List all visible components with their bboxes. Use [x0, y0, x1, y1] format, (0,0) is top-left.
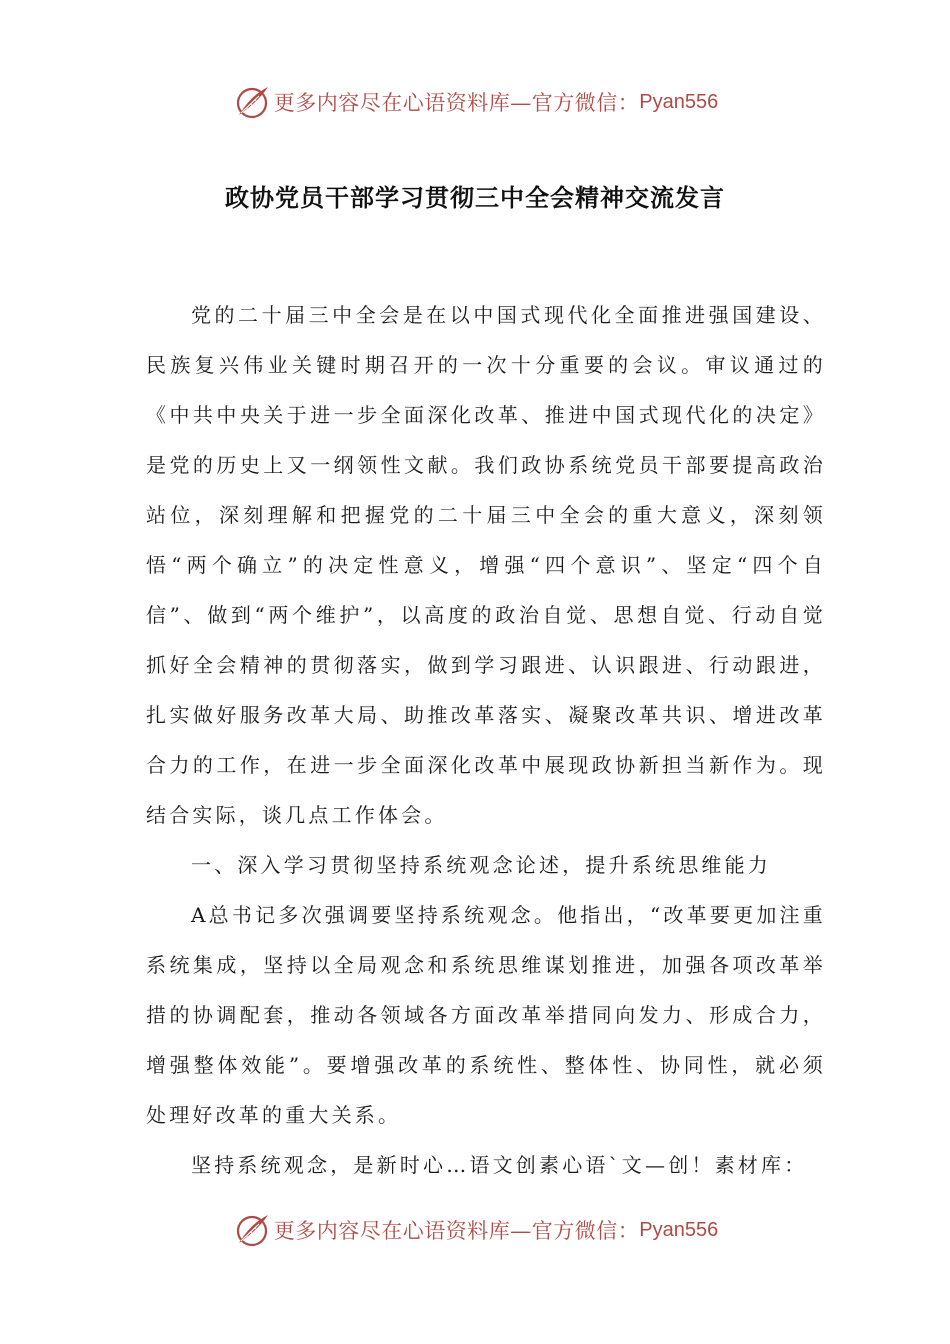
watermark-banner-bottom — [0, 1208, 950, 1252]
watermark-banner-top — [0, 80, 950, 124]
watermark-handle: Pyan556 — [639, 1218, 719, 1241]
document-body — [146, 290, 826, 1190]
document-title: 政协党员干部学习贯彻三中全会精神交流发言 — [225, 183, 725, 212]
paragraph-section-1: A总书记多次强调要坚持系统观念。他指出，“改革要更加注重系统集成，坚持以全局观念和系统思维谋划推进，加强各项改革举措的协调配套，推动各领域各方面改革举措同向发力、形成合力，增强整体效能”。要增强改革的系统性、整体性、协同性，就必须处理好改革的重大关系。 — [146, 903, 826, 1127]
section-heading-1: 一、深入学习贯彻坚持系统观念论述，提升系统思维能力 — [191, 853, 771, 877]
feather-pen-logo-icon — [232, 1210, 272, 1250]
watermark-text: 更多内容尽在心语资料库—官方微信： — [273, 1219, 640, 1243]
paragraph-system-view: 坚持系统观念，是新时心…语文创素心语`文—创！素材库： — [191, 1153, 808, 1177]
watermark-text: 更多内容尽在心语资料库—官方微信： — [273, 91, 640, 115]
feather-pen-logo-icon — [232, 82, 272, 122]
paragraph-intro: 党的二十届三中全会是在以中国式现代化全面推进强国建设、民族复兴伟业关键时期召开的一次十分重要的会议。审议通过的《中共中央关于进一步全面深化改革、推进中国式现代化的决定》是党的历史上又一纲领性文献。我们政协系统党员干部要提高政治站位，深刻理解和把握党的二十届三中全会的重大意义，深刻领悟“两个确立”的决定性意义，增强“四个意识”、坚定“四个自信”、做到“两个维护”，以高度的政治自觉、思想自觉、行动自觉抓好全会精神的贯彻落实，做到学习跟进、认识跟进、行动跟进，扎实做好服务改革大局、助推改革落实、凝聚改革共识、增进改革合力的工作，在进一步全面深化改革中展现政协新担当新作为。现结合实际，谈几点工作体会。 — [146, 303, 826, 827]
watermark-handle: Pyan556 — [639, 90, 719, 113]
